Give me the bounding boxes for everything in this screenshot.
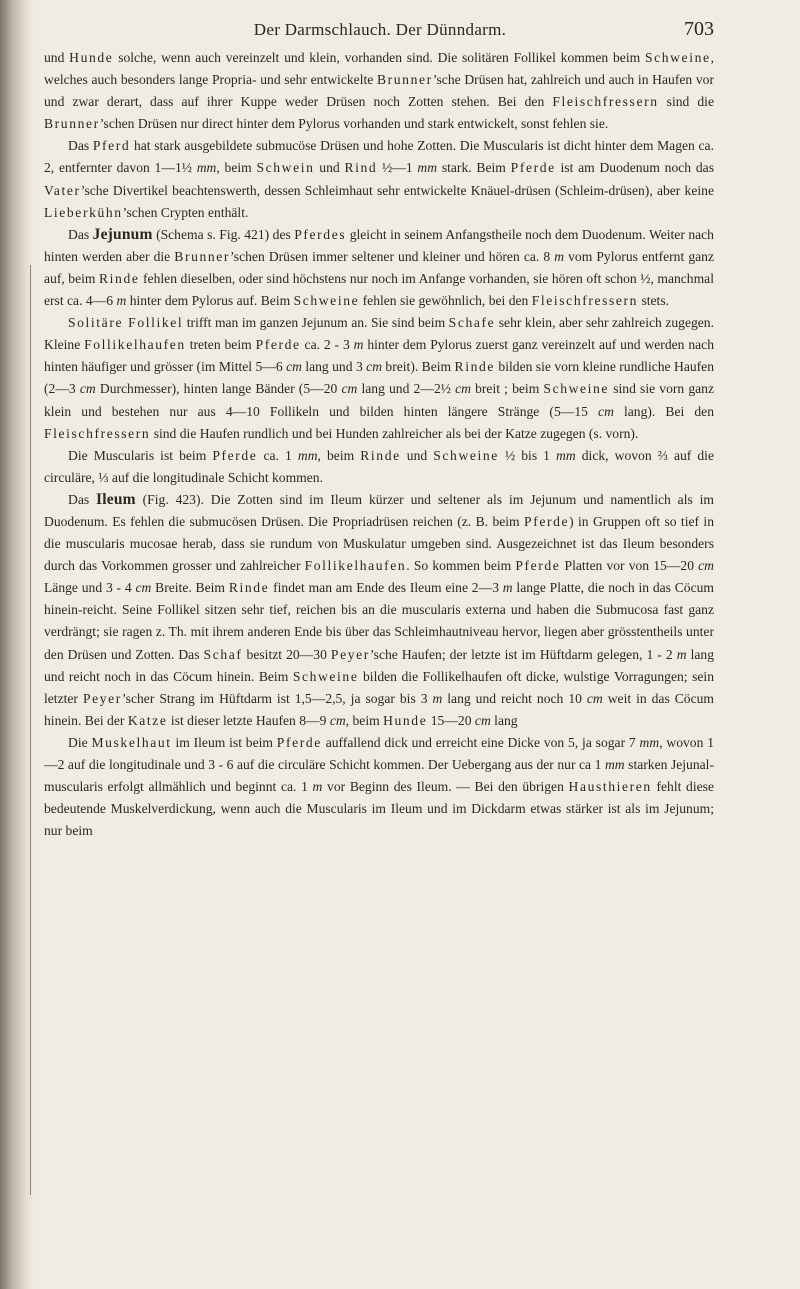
- unit-abbrev: mm: [639, 734, 660, 750]
- text-run: bilden die Follikelhaufen oft dicke, wulstige Vorragungen; sein letzter: [44, 668, 714, 706]
- text-run: ist dieser letzte Haufen 8—9: [167, 712, 330, 728]
- emphasized-term: Schweine: [292, 668, 359, 684]
- text-run: breit). Beim: [382, 359, 455, 375]
- text-run: ’schen Drüsen nur direct hinter dem Pylorus vorhanden und stark entwickelt, sonst fehlen sie.: [99, 116, 609, 132]
- text-run: , wovon 1—2 auf die longitudinale und 3 - 6 auf die circuläre Schicht kommen. Der Uebergang aus der nur ca 1: [44, 734, 715, 772]
- text-run: ) in Gruppen oft so tief in die muscularis mucosae herab, dass sie rundum von Muskulatur umgeben sind. Ausgezeichnet ist das Ileum besonders durch das Vorkommen grosser und zahlreicher: [44, 513, 714, 574]
- emphasized-term: Rinde: [228, 580, 270, 596]
- book-gutter-shadow: [0, 0, 34, 1289]
- text-run: Platten vor von 15—20: [560, 558, 699, 574]
- text-run: trifft man im ganzen Jejunum an. Sie sind beim: [183, 315, 449, 331]
- text-run: lang und 2—2½: [357, 381, 456, 397]
- emphasized-term: Vater: [44, 182, 81, 198]
- unit-abbrev: cm: [698, 558, 714, 574]
- section-heading: Jejunum: [92, 225, 153, 243]
- emphasized-term: Hunde: [69, 50, 114, 65]
- emphasized-term: Fleischfressern: [44, 425, 151, 441]
- emphasized-term: Pferde: [524, 513, 570, 529]
- text-run: breit ; beim: [470, 381, 544, 397]
- emphasized-term: Brunner: [44, 116, 100, 132]
- paragraph: [44, 489, 714, 732]
- text-run: lang und 3: [301, 359, 367, 375]
- paragraph: [44, 312, 714, 445]
- text-run: Das: [68, 226, 93, 242]
- text-run: lang). Bei den: [613, 403, 714, 419]
- unit-abbrev: cm: [329, 712, 346, 728]
- text-run: starken Jejunal-muscularis erfolgt allmählich und beginnt ca. 1: [44, 757, 714, 795]
- emphasized-term: Katze: [127, 712, 168, 728]
- gutter-edge-line: [30, 265, 31, 1195]
- text-run: findet man am Ende des Ileum eine 2—3: [269, 580, 503, 596]
- text-run: Das: [68, 138, 93, 154]
- text-run: ist am Duodenum noch das: [555, 160, 714, 176]
- emphasized-term: Lieberkühn: [44, 204, 123, 220]
- text-run: Die: [68, 734, 92, 750]
- text-run: ’sche Drüsen hat, zahlreich und auch in Haufen vor und zwar derart, dass auf ihrer Kuppe weder Drüsen noch Zotten stehen. Bei den: [44, 72, 714, 110]
- emphasized-term: Hausthieren: [568, 779, 652, 795]
- unit-abbrev: cm: [79, 381, 96, 397]
- emphasized-term: Brunner: [376, 72, 433, 88]
- text-run: lang und reicht noch 10: [442, 690, 587, 706]
- text-run: vom Pylorus entfernt ganz auf, beim: [44, 248, 714, 286]
- unit-abbrev: mm: [196, 160, 217, 176]
- text-run: sind die Haufen rundlich und bei Hunden zahlreicher als bei der Katze zugegen (s. vorn).: [150, 425, 639, 441]
- emphasized-term: Follikelhaufen: [304, 558, 407, 574]
- text-run: 15—20: [427, 712, 475, 728]
- text-run: sind die: [658, 94, 714, 110]
- unit-abbrev: cm: [135, 580, 152, 596]
- text-run: lange Platte, die noch in das Cöcum hinein-reicht. Seine Follikel sitzen sehr tief, reichen bis an die muscularis externa und haben die Submucosa fast ganz verdrängt; sie ragen z. Th. mit ihrem anderen Ende bis über das Schleimhautniveau hervor, liegen aber grösstentheils unter den Drüsen und Zotten. Das: [44, 580, 715, 662]
- unit-abbrev: m: [676, 646, 687, 662]
- emphasized-term: Schweine: [644, 50, 711, 65]
- emphasized-term: Pferdes: [294, 226, 347, 242]
- text-run: Die Muscularis ist beim: [68, 447, 213, 463]
- paragraph: [44, 224, 714, 312]
- text-run: fehlen sie gewöhnlich, bei den: [359, 293, 532, 309]
- emphasized-term: Pferde: [510, 160, 556, 176]
- text-run: auffallend dick und erreicht eine Dicke von 5, ja sogar 7: [321, 734, 640, 750]
- text-run: ’scher Strang im Hüftdarm ist 1,5—2,5, ja sogar bis 3: [121, 690, 433, 706]
- text-run: Breite. Beim: [151, 580, 229, 596]
- emphasized-term: Follikelhaufen: [84, 337, 186, 353]
- text-run: ca. 1: [257, 447, 298, 463]
- text-run: , beim: [317, 447, 361, 463]
- emphasized-term: Rinde: [360, 447, 401, 463]
- text-run: und: [314, 160, 345, 176]
- text-run: , beim: [345, 712, 384, 728]
- text-run: ’schen Drüsen immer seltener und kleiner und hören ca. 8: [230, 248, 555, 264]
- text-run: ½ bis 1: [498, 447, 557, 463]
- emphasized-term: Hunde: [383, 712, 428, 728]
- unit-abbrev: m: [432, 690, 443, 706]
- emphasized-term: Fleischfressern: [531, 293, 639, 309]
- unit-abbrev: m: [554, 248, 565, 264]
- unit-abbrev: cm: [474, 712, 491, 728]
- section-heading: Ileum: [96, 490, 136, 508]
- unit-abbrev: m: [312, 779, 323, 795]
- emphasized-term: Peyer: [330, 646, 370, 662]
- emphasized-term: Peyer: [82, 690, 122, 706]
- text-run: fehlt diese bedeutende Muskelverdickung, wenn auch die Muscularis im Ileum und im Dickdarm etwas stärker ist als im Jejunum; nur beim: [44, 779, 714, 839]
- text-run: hat stark ausgebildete submucöse Drüsen und hohe Zotten. Die Muscularis ist dicht hinter dem Magen ca. 2, entfernter davon 1—1½: [44, 138, 714, 176]
- paragraph: [44, 445, 714, 489]
- text-run: im Ileum ist beim: [171, 734, 277, 750]
- emphasized-term: Schweine: [543, 381, 610, 397]
- unit-abbrev: cm: [366, 359, 383, 375]
- text-run: . So kommen beim: [406, 558, 516, 574]
- unit-abbrev: m: [116, 293, 127, 309]
- emphasized-term: Rinde: [99, 270, 140, 286]
- paragraph: [44, 135, 714, 223]
- emphasized-term: Brunner: [174, 248, 231, 264]
- text-run: sind sie vorn ganz klein und bestehen nur aus 4—10 Follikeln und bilden hinten längere Stränge (5—15: [44, 381, 715, 419]
- text-run: , beim: [216, 160, 257, 176]
- emphasized-term: Pferd: [92, 138, 131, 154]
- emphasized-term: Muskelhaut: [91, 734, 172, 750]
- body-text: [44, 47, 714, 842]
- emphasized-term: Schweine: [433, 447, 499, 463]
- unit-abbrev: cm: [598, 403, 614, 419]
- unit-abbrev: mm: [556, 447, 576, 463]
- unit-abbrev: cm: [341, 381, 358, 397]
- unit-abbrev: m: [353, 337, 364, 353]
- text-run: Länge und 3 - 4: [44, 580, 136, 596]
- text-run: und: [44, 50, 70, 65]
- unit-abbrev: mm: [297, 447, 318, 463]
- text-run: treten beim: [185, 337, 256, 353]
- text-run: Durchmesser), hinten lange Bänder (5—20: [95, 381, 342, 397]
- page-header: [60, 16, 714, 46]
- emphasized-term: Rind: [344, 160, 378, 176]
- unit-abbrev: m: [502, 580, 513, 596]
- text-run: hinter dem Pylorus auf. Beim: [126, 293, 294, 309]
- unit-abbrev: cm: [455, 381, 471, 397]
- text-run: ca. 2 - 3: [300, 337, 354, 353]
- text-run: gleicht in seinem Anfangstheile noch dem Duodenum. Weiter nach hinten werden aber die: [44, 226, 714, 264]
- text-run: dick, wovon ⅔ auf die circuläre, ⅓ auf die longitudinale Schicht kommen.: [44, 447, 714, 485]
- paragraph: [44, 732, 714, 842]
- text-run: stets.: [638, 293, 670, 309]
- text-run: ½—1: [377, 160, 418, 176]
- emphasized-term: Pferde: [255, 337, 301, 353]
- text-run: ’sche Divertikel beachtenswerth, dessen Schleimhaut sehr entwickelte Knäuel-drüsen (Schleim-drüsen), aber keine: [80, 182, 714, 198]
- emphasized-term: Pferde: [276, 734, 322, 750]
- emphasized-term: Fleischfressern: [552, 94, 659, 110]
- text-run: solche, wenn auch vereinzelt und klein, vorhanden sind. Die solitären Follikel kommen beim: [113, 50, 645, 65]
- unit-abbrev: mm: [417, 160, 438, 176]
- paragraph: [44, 47, 714, 135]
- emphasized-term: Schafe: [448, 315, 496, 331]
- emphasized-term: Rinde: [454, 359, 496, 375]
- text-run: lang: [490, 712, 518, 728]
- emphasized-term: Schwein: [256, 160, 315, 176]
- emphasized-term: Schaf: [203, 646, 243, 662]
- text-run: weit in das Cöcum hinein. Bei der: [44, 690, 714, 728]
- unit-abbrev: mm: [604, 757, 625, 772]
- text-run: sehr klein, aber sehr zahlreich zugegen. Kleine: [44, 315, 715, 353]
- text-run: (Schema s. Fig. 421) des: [152, 226, 295, 242]
- text-run: stark. Beim: [437, 160, 511, 176]
- running-title: Der Darmschlauch. Der Dünndarm.: [253, 20, 507, 39]
- text-run: und: [400, 447, 434, 463]
- text-run: Das: [68, 491, 97, 507]
- emphasized-term: Schweine: [293, 293, 360, 309]
- text-run: (Fig. 423). Die Zotten sind im Ileum kürzer und seltener als im Jejunum und namentlich als im Duodenum. Es fehlen die submucösen Drüsen. Die Propriadrüsen reichen (z. B. beim: [44, 491, 715, 529]
- text-run: ’sche Haufen; der letzte ist im Hüftdarm gelegen, 1 - 2: [369, 646, 677, 662]
- unit-abbrev: cm: [586, 690, 603, 706]
- page-number: 703: [684, 18, 714, 40]
- text-run: bilden sie vorn kleine rundliche Haufen (2—3: [44, 359, 715, 397]
- emphasized-term: Pferde: [212, 447, 258, 463]
- text-run: , welches auch besonders lange Propria- und sehr entwickelte: [44, 50, 715, 88]
- text-run: hinter dem Pylorus zuerst ganz vereinzelt auf und werden nach hinten häufiger und grösser (im Mittel 5—6: [44, 337, 714, 375]
- text-run: fehlen dieselben, oder sind höchstens nur noch im Anfange vorhanden, sie hören oft schon ½, manchmal erst ca. 4—6: [44, 270, 714, 309]
- unit-abbrev: cm: [286, 359, 302, 375]
- text-run: vor Beginn des Ileum. — Bei den übrigen: [322, 779, 569, 795]
- emphasized-term: Pferde: [515, 558, 561, 574]
- text-run: lang und reicht noch in das Cöcum hinein. Beim: [44, 646, 715, 684]
- emphasized-term: Solitäre Follikel: [68, 315, 184, 331]
- text-run: besitzt 20—30: [242, 646, 331, 662]
- text-run: ’schen Crypten enthält.: [122, 204, 249, 220]
